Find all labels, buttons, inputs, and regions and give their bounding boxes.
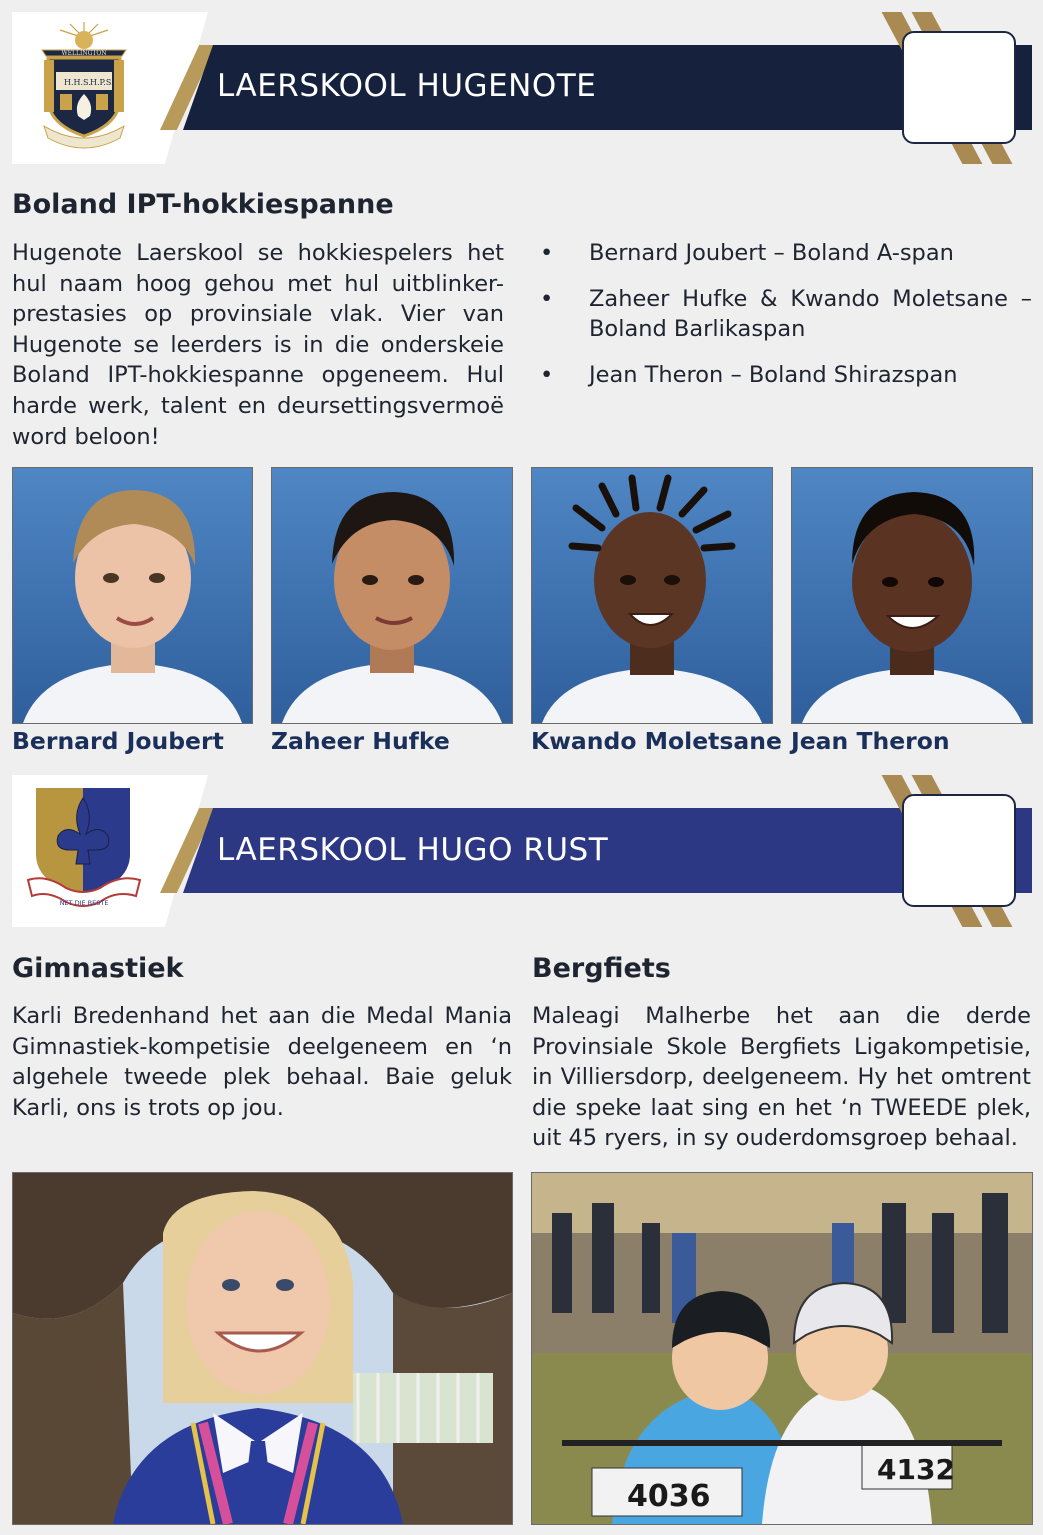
fleur-de-lis-crest-icon	[26, 784, 146, 916]
gymnast-photo	[12, 1172, 513, 1525]
svg-text:NET DIE BESTE: NET DIE BESTE	[59, 899, 109, 907]
list-item: • Zaheer Hufke & Kwando Moletsane – Boland Barlikaspan	[540, 285, 1032, 343]
player-name: Zaheer Hufke	[271, 727, 450, 755]
intro-paragraph: Hugenote Laerskool se hokkiespelers het hul naam hoog gehou met hul uitblinker-prestasies op provinsiale vlak. Vier van Hugenote se leerders is in die onderskeie Boland IPT-hokkiespanne opgeneem. Hul harde werk, talent en deursettingsvermoë word beloon!	[12, 240, 504, 450]
player-photo	[791, 467, 1033, 724]
player-name: Kwando Moletsane	[531, 727, 782, 755]
svg-text:H.H.S.: H.H.S.	[64, 78, 91, 87]
team-list	[540, 238, 1032, 405]
mountain-bike-photo	[531, 1172, 1033, 1525]
corner-box	[902, 31, 1016, 144]
player-name: Jean Theron	[791, 727, 950, 755]
section-heading: Bergfiets	[532, 953, 671, 984]
bib-number: 4036	[627, 1479, 711, 1514]
player-photo	[12, 467, 253, 724]
section-heading: Gimnastiek	[12, 953, 184, 984]
svg-text:H.P.S.: H.P.S.	[90, 78, 114, 87]
gymnastics-paragraph: Karli Bredenhand het aan die Medal Mania Gimnastiek-kompetisie deelgeneem en ‘n algehele tweede plek behaal. Baie geluk Karli, ons is trots op jou.	[12, 1003, 512, 1121]
list-item: • Bernard Joubert – Boland A-span	[540, 240, 954, 266]
section-title: LAERSKOOL HUGENOTE	[217, 68, 597, 104]
corner-box	[902, 794, 1016, 907]
bib-number: 4132	[877, 1453, 955, 1486]
wellington-crest-icon	[34, 20, 134, 154]
player-photo	[271, 467, 513, 724]
section-heading: Boland IPT-hokkiespanne	[12, 189, 394, 220]
player-photo	[531, 467, 773, 724]
player-name: Bernard Joubert	[12, 727, 224, 755]
svg-text:WELLINGTON: WELLINGTON	[61, 50, 107, 57]
mountain-bike-paragraph: Maleagi Malherbe het aan die derde Provinsiale Skole Bergfiets Ligakompetisie, in Villiersdorp, deelgeneem. Hy het omtrent die speke laat sing en het ‘n TWEEDE plek, uit 45 ryers, in sy ouderdomsgroep behaal.	[532, 1003, 1031, 1152]
section-title: LAERSKOOL HUGO RUST	[217, 832, 609, 868]
list-item: • Jean Theron – Boland Shirazspan	[540, 361, 958, 388]
